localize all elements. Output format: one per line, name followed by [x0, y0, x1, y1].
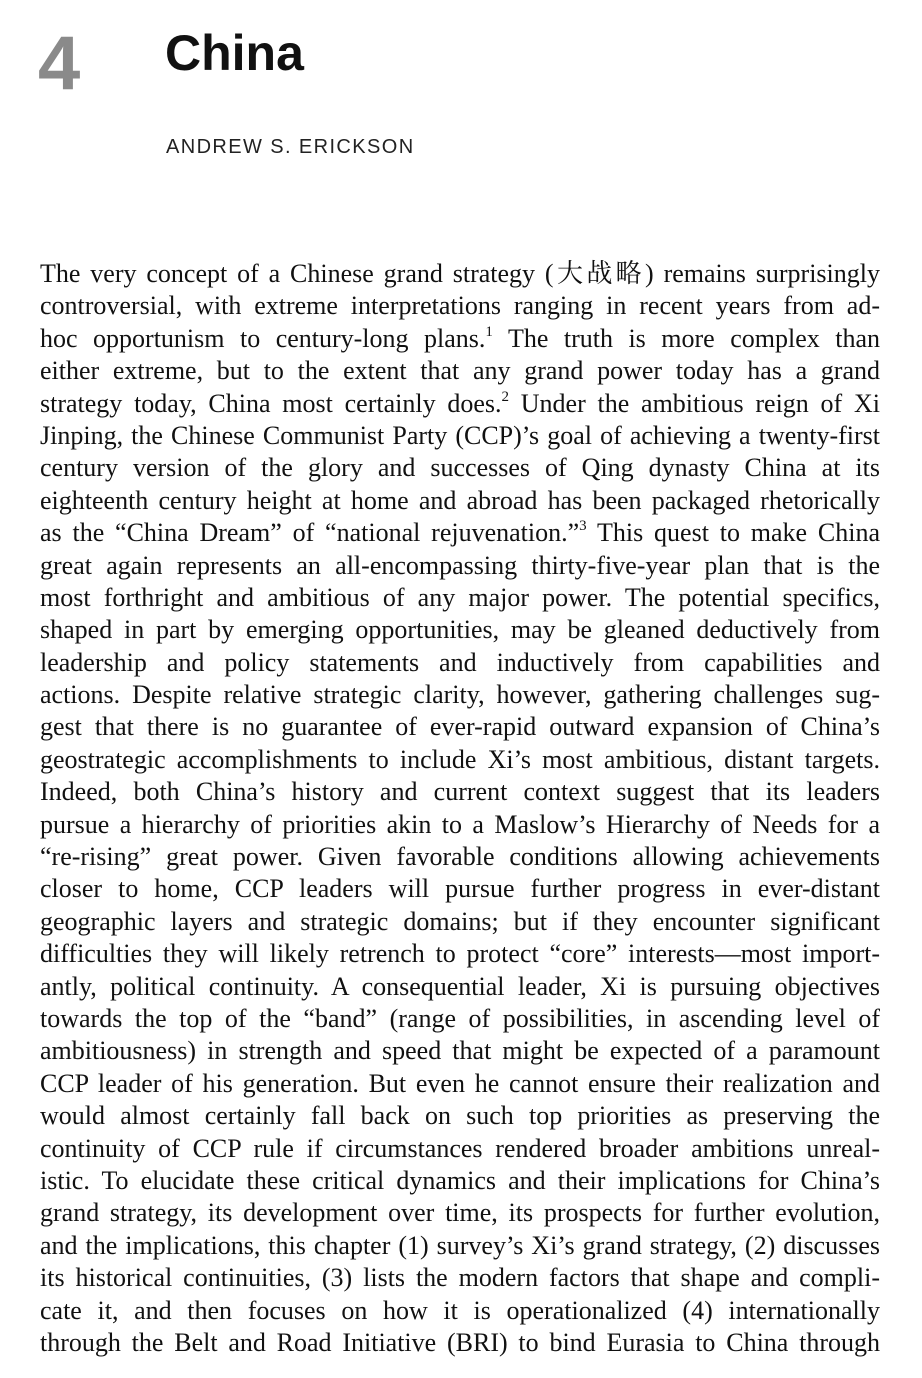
- text-line: [40, 1327, 880, 1359]
- text-run: most forthright and ambitious of any major power. The potential specifics,: [40, 582, 880, 612]
- text-line: [40, 841, 880, 873]
- text-run: Under the ambitious reign of Xi: [509, 388, 880, 418]
- text-run: continuity of CCP rule if circumstances rendered broader ambitions unreal-: [40, 1133, 880, 1163]
- text-run: hoc opportunism to century-long plans.: [40, 323, 486, 353]
- text-run: grand strategy, its development over time, its prospects for further evolution,: [40, 1198, 880, 1228]
- text-line: [40, 290, 880, 322]
- text-line: [40, 906, 880, 938]
- text-run: shaped in part by emerging opportunities, may be gleaned deductively from: [40, 615, 880, 645]
- text-run: great again represents an all-encompassing thirty-five-year plan that is the: [40, 550, 880, 580]
- text-line: [40, 420, 880, 452]
- text-run: either extreme, but to the extent that any grand power today has a grand: [40, 356, 880, 386]
- text-line: [40, 1197, 880, 1229]
- chapter-title: China: [165, 25, 304, 81]
- text-run: difficulties they will likely retrench to protect “core” interests—most import-: [40, 939, 880, 969]
- text-run: CCP leader of his generation. But even he cannot ensure their realization and: [40, 1068, 880, 1098]
- text-run: The very concept of a Chinese grand strategy (大战略) remains surprisingly: [40, 259, 880, 288]
- chapter-author: ANDREW S. ERICKSON: [166, 136, 415, 158]
- text-line: [40, 517, 880, 549]
- text-run: closer to home, CCP leaders will pursue further progress in ever-distant: [40, 874, 880, 904]
- text-run: istic. To elucidate these critical dynamics and their implications for China’s: [40, 1165, 880, 1195]
- text-line: [40, 614, 880, 646]
- text-run: pursue a hierarchy of priorities akin to a Maslow’s Hierarchy of Needs for a: [40, 809, 880, 839]
- footnote-ref[interactable]: 3: [579, 518, 587, 535]
- text-line: [40, 647, 880, 679]
- footnote-ref[interactable]: 2: [501, 388, 509, 405]
- text-run: geographic layers and strategic domains; but if they encounter significant: [40, 906, 880, 936]
- text-run: actions. Despite relative strategic clarity, however, gathering challenges sug-: [40, 680, 880, 710]
- text-line: [40, 873, 880, 905]
- text-line: [40, 1035, 880, 1067]
- text-line: [40, 938, 880, 970]
- text-line: [40, 1295, 880, 1327]
- text-run: through the Belt and Road Initiative (BRI) to bind Eurasia to China through: [40, 1327, 880, 1357]
- text-run: The truth is more complex than: [492, 323, 880, 353]
- text-run: Indeed, both China’s history and current context suggest that its leaders: [40, 777, 880, 807]
- text-line: [40, 1003, 880, 1035]
- text-run: gest that there is no guarantee of ever-rapid outward expansion of China’s: [40, 712, 880, 742]
- text-run: and the implications, this chapter (1) survey’s Xi’s grand strategy, (2) discusses: [40, 1230, 880, 1260]
- text-line: [40, 452, 880, 484]
- text-run: eighteenth century height at home and abroad has been packaged rhetorically: [40, 485, 880, 515]
- text-run: antly, political continuity. A consequential leader, Xi is pursuing objectives: [40, 971, 880, 1001]
- text-line: [40, 388, 880, 420]
- chapter-number: 4: [38, 21, 81, 106]
- text-run: strategy today, China most certainly does.: [40, 388, 502, 418]
- text-line: [40, 485, 880, 517]
- text-line: [40, 1100, 880, 1132]
- text-line: [40, 582, 880, 614]
- text-line: [40, 744, 880, 776]
- text-line: [40, 355, 880, 387]
- text-line: [40, 1230, 880, 1262]
- text-run: “re-rising” great power. Given favorable conditions allowing achievements: [40, 842, 880, 872]
- text-line: [40, 776, 880, 808]
- text-line: [40, 1262, 880, 1294]
- text-run: Jinping, the Chinese Communist Party (CCP)’s goal of achieving a twenty-first: [40, 420, 880, 450]
- text-line: [40, 258, 880, 290]
- body-paragraph: [40, 258, 880, 1359]
- text-line: [40, 1068, 880, 1100]
- footnote-ref[interactable]: 1: [485, 323, 493, 340]
- text-run: would almost certainly fall back on such top priorities as preserving the: [40, 1101, 880, 1131]
- text-line: [40, 711, 880, 743]
- text-line: [40, 971, 880, 1003]
- text-run: towards the top of the “band” (range of possibilities, in ascending level of: [40, 1003, 880, 1033]
- text-run: century version of the glory and successes of Qing dynasty China at its: [40, 453, 880, 483]
- text-run: ambitiousness) in strength and speed that might be expected of a paramount: [40, 1036, 880, 1066]
- text-line: [40, 550, 880, 582]
- text-line: [40, 1133, 880, 1165]
- text-run: cate it, and then focuses on how it is operationalized (4) internationally: [40, 1295, 880, 1325]
- text-run: geostrategic accomplishments to include Xi’s most ambitious, distant targets.: [40, 744, 880, 774]
- text-line: [40, 323, 880, 355]
- text-line: [40, 809, 880, 841]
- text-run: as the “China Dream” of “national rejuvenation.”: [40, 518, 580, 548]
- text-line: [40, 1165, 880, 1197]
- text-run: leadership and policy statements and inductively from capabilities and: [40, 647, 880, 677]
- text-run: its historical continuities, (3) lists the modern factors that shape and compli-: [40, 1263, 880, 1293]
- text-line: [40, 679, 880, 711]
- text-run: controversial, with extreme interpretations ranging in recent years from ad-: [40, 291, 880, 321]
- text-run: This quest to make China: [586, 518, 880, 548]
